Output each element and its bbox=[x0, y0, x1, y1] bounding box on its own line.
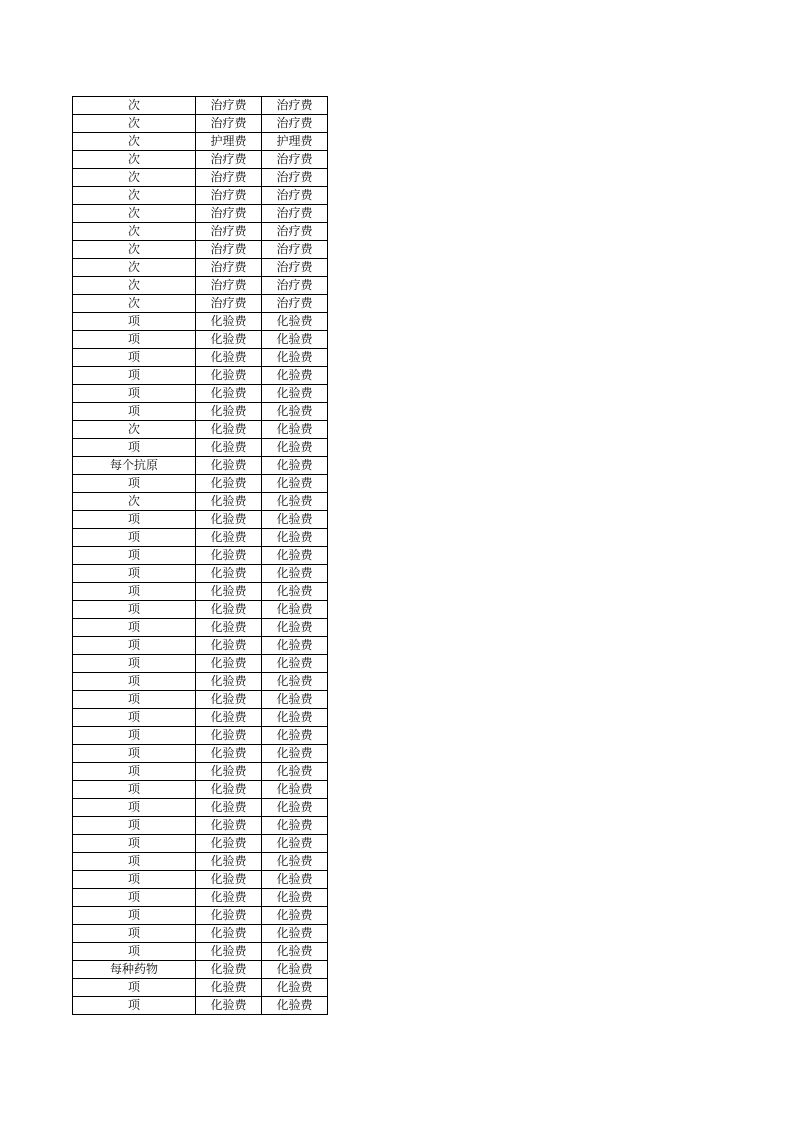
category-cell: 化验费 bbox=[196, 637, 262, 655]
unit-cell: 项 bbox=[73, 619, 196, 637]
fee-type-cell: 治疗费 bbox=[262, 187, 328, 205]
fee-type-cell: 化验费 bbox=[262, 421, 328, 439]
table-row bbox=[73, 529, 328, 547]
category-cell: 化验费 bbox=[196, 493, 262, 511]
fee-type-cell: 治疗费 bbox=[262, 259, 328, 277]
fee-type-cell: 化验费 bbox=[262, 835, 328, 853]
category-cell: 化验费 bbox=[196, 691, 262, 709]
fee-type-cell: 化验费 bbox=[262, 349, 328, 367]
category-cell: 化验费 bbox=[196, 709, 262, 727]
fee-type-cell: 化验费 bbox=[262, 565, 328, 583]
unit-cell: 项 bbox=[73, 781, 196, 799]
category-cell: 治疗费 bbox=[196, 151, 262, 169]
fee-type-cell: 治疗费 bbox=[262, 97, 328, 115]
table-row bbox=[73, 115, 328, 133]
fee-type-cell: 化验费 bbox=[262, 529, 328, 547]
category-cell: 化验费 bbox=[196, 349, 262, 367]
fee-type-cell: 化验费 bbox=[262, 691, 328, 709]
category-cell: 治疗费 bbox=[196, 97, 262, 115]
unit-cell: 项 bbox=[73, 313, 196, 331]
unit-cell: 项 bbox=[73, 763, 196, 781]
unit-cell: 项 bbox=[73, 943, 196, 961]
unit-cell: 项 bbox=[73, 511, 196, 529]
table-row bbox=[73, 799, 328, 817]
table-row bbox=[73, 673, 328, 691]
category-cell: 治疗费 bbox=[196, 241, 262, 259]
table-row bbox=[73, 259, 328, 277]
category-cell: 治疗费 bbox=[196, 295, 262, 313]
fee-type-cell: 化验费 bbox=[262, 655, 328, 673]
table-row bbox=[73, 439, 328, 457]
unit-cell: 项 bbox=[73, 871, 196, 889]
fee-type-cell: 化验费 bbox=[262, 799, 328, 817]
table-row bbox=[73, 817, 328, 835]
fee-type-cell: 化验费 bbox=[262, 673, 328, 691]
unit-cell: 项 bbox=[73, 835, 196, 853]
fee-type-cell: 治疗费 bbox=[262, 169, 328, 187]
category-cell: 化验费 bbox=[196, 313, 262, 331]
unit-cell: 次 bbox=[73, 169, 196, 187]
category-cell: 化验费 bbox=[196, 979, 262, 997]
unit-cell: 项 bbox=[73, 601, 196, 619]
table-row bbox=[73, 601, 328, 619]
category-cell: 化验费 bbox=[196, 331, 262, 349]
fee-type-cell: 化验费 bbox=[262, 313, 328, 331]
unit-cell: 项 bbox=[73, 565, 196, 583]
category-cell: 化验费 bbox=[196, 925, 262, 943]
unit-cell: 项 bbox=[73, 349, 196, 367]
table-row bbox=[73, 781, 328, 799]
fee-type-cell: 治疗费 bbox=[262, 205, 328, 223]
unit-cell: 次 bbox=[73, 97, 196, 115]
category-cell: 化验费 bbox=[196, 853, 262, 871]
fee-table bbox=[72, 96, 328, 1015]
fee-type-cell: 治疗费 bbox=[262, 115, 328, 133]
category-cell: 化验费 bbox=[196, 601, 262, 619]
unit-cell: 次 bbox=[73, 187, 196, 205]
table-row bbox=[73, 889, 328, 907]
fee-type-cell: 治疗费 bbox=[262, 277, 328, 295]
fee-type-cell: 化验费 bbox=[262, 727, 328, 745]
unit-cell: 项 bbox=[73, 673, 196, 691]
fee-type-cell: 护理费 bbox=[262, 133, 328, 151]
unit-cell: 次 bbox=[73, 223, 196, 241]
unit-cell: 项 bbox=[73, 907, 196, 925]
fee-type-cell: 化验费 bbox=[262, 331, 328, 349]
fee-type-cell: 化验费 bbox=[262, 907, 328, 925]
table-row bbox=[73, 169, 328, 187]
fee-type-cell: 化验费 bbox=[262, 619, 328, 637]
table-row bbox=[73, 187, 328, 205]
fee-type-cell: 治疗费 bbox=[262, 223, 328, 241]
unit-cell: 次 bbox=[73, 493, 196, 511]
category-cell: 化验费 bbox=[196, 655, 262, 673]
category-cell: 化验费 bbox=[196, 763, 262, 781]
unit-cell: 项 bbox=[73, 583, 196, 601]
unit-cell: 每个抗原 bbox=[73, 457, 196, 475]
table-row bbox=[73, 907, 328, 925]
table-row bbox=[73, 205, 328, 223]
fee-type-cell: 化验费 bbox=[262, 547, 328, 565]
table-row bbox=[73, 835, 328, 853]
unit-cell: 项 bbox=[73, 529, 196, 547]
category-cell: 化验费 bbox=[196, 781, 262, 799]
fee-type-cell: 化验费 bbox=[262, 745, 328, 763]
table-row bbox=[73, 979, 328, 997]
unit-cell: 项 bbox=[73, 655, 196, 673]
table-row bbox=[73, 943, 328, 961]
category-cell: 化验费 bbox=[196, 403, 262, 421]
unit-cell: 项 bbox=[73, 889, 196, 907]
table-row bbox=[73, 457, 328, 475]
category-cell: 化验费 bbox=[196, 835, 262, 853]
table-row bbox=[73, 691, 328, 709]
table-row bbox=[73, 997, 328, 1015]
unit-cell: 次 bbox=[73, 115, 196, 133]
table-row bbox=[73, 151, 328, 169]
table-row bbox=[73, 565, 328, 583]
category-cell: 治疗费 bbox=[196, 223, 262, 241]
table-row bbox=[73, 277, 328, 295]
table-row bbox=[73, 313, 328, 331]
category-cell: 化验费 bbox=[196, 817, 262, 835]
table-row bbox=[73, 511, 328, 529]
table-row bbox=[73, 223, 328, 241]
category-cell: 化验费 bbox=[196, 889, 262, 907]
unit-cell: 项 bbox=[73, 727, 196, 745]
unit-cell: 次 bbox=[73, 133, 196, 151]
table-row bbox=[73, 763, 328, 781]
fee-table-body bbox=[73, 97, 328, 1015]
unit-cell: 次 bbox=[73, 151, 196, 169]
unit-cell: 项 bbox=[73, 853, 196, 871]
category-cell: 化验费 bbox=[196, 385, 262, 403]
table-row bbox=[73, 475, 328, 493]
table-row bbox=[73, 493, 328, 511]
fee-type-cell: 化验费 bbox=[262, 403, 328, 421]
table-row bbox=[73, 241, 328, 259]
unit-cell: 项 bbox=[73, 799, 196, 817]
table-row bbox=[73, 709, 328, 727]
table-row bbox=[73, 619, 328, 637]
category-cell: 化验费 bbox=[196, 799, 262, 817]
category-cell: 化验费 bbox=[196, 421, 262, 439]
fee-type-cell: 化验费 bbox=[262, 493, 328, 511]
unit-cell: 项 bbox=[73, 367, 196, 385]
unit-cell: 项 bbox=[73, 439, 196, 457]
category-cell: 化验费 bbox=[196, 439, 262, 457]
category-cell: 化验费 bbox=[196, 547, 262, 565]
category-cell: 化验费 bbox=[196, 673, 262, 691]
category-cell: 化验费 bbox=[196, 907, 262, 925]
table-row bbox=[73, 547, 328, 565]
category-cell: 治疗费 bbox=[196, 115, 262, 133]
fee-type-cell: 化验费 bbox=[262, 871, 328, 889]
table-row bbox=[73, 583, 328, 601]
table-row bbox=[73, 349, 328, 367]
fee-type-cell: 化验费 bbox=[262, 817, 328, 835]
unit-cell: 次 bbox=[73, 259, 196, 277]
table-row bbox=[73, 727, 328, 745]
unit-cell: 项 bbox=[73, 637, 196, 655]
table-row bbox=[73, 637, 328, 655]
fee-type-cell: 化验费 bbox=[262, 889, 328, 907]
table-row bbox=[73, 367, 328, 385]
category-cell: 化验费 bbox=[196, 871, 262, 889]
table-row bbox=[73, 853, 328, 871]
fee-type-cell: 化验费 bbox=[262, 457, 328, 475]
table-row bbox=[73, 331, 328, 349]
fee-type-cell: 化验费 bbox=[262, 583, 328, 601]
unit-cell: 次 bbox=[73, 241, 196, 259]
unit-cell: 项 bbox=[73, 925, 196, 943]
category-cell: 化验费 bbox=[196, 619, 262, 637]
unit-cell: 项 bbox=[73, 475, 196, 493]
fee-type-cell: 化验费 bbox=[262, 439, 328, 457]
unit-cell: 项 bbox=[73, 817, 196, 835]
fee-type-cell: 化验费 bbox=[262, 637, 328, 655]
table-row bbox=[73, 745, 328, 763]
fee-type-cell: 化验费 bbox=[262, 997, 328, 1015]
fee-type-cell: 治疗费 bbox=[262, 241, 328, 259]
unit-cell: 项 bbox=[73, 997, 196, 1015]
category-cell: 化验费 bbox=[196, 943, 262, 961]
category-cell: 化验费 bbox=[196, 511, 262, 529]
category-cell: 护理费 bbox=[196, 133, 262, 151]
unit-cell: 项 bbox=[73, 331, 196, 349]
fee-type-cell: 化验费 bbox=[262, 853, 328, 871]
unit-cell: 项 bbox=[73, 403, 196, 421]
fee-type-cell: 化验费 bbox=[262, 781, 328, 799]
unit-cell: 项 bbox=[73, 385, 196, 403]
category-cell: 化验费 bbox=[196, 457, 262, 475]
fee-type-cell: 化验费 bbox=[262, 943, 328, 961]
unit-cell: 次 bbox=[73, 421, 196, 439]
fee-type-cell: 化验费 bbox=[262, 367, 328, 385]
fee-type-cell: 化验费 bbox=[262, 475, 328, 493]
fee-type-cell: 化验费 bbox=[262, 511, 328, 529]
unit-cell: 项 bbox=[73, 691, 196, 709]
table-row bbox=[73, 133, 328, 151]
category-cell: 治疗费 bbox=[196, 259, 262, 277]
fee-type-cell: 化验费 bbox=[262, 385, 328, 403]
category-cell: 治疗费 bbox=[196, 277, 262, 295]
fee-type-cell: 治疗费 bbox=[262, 295, 328, 313]
table-row bbox=[73, 97, 328, 115]
fee-type-cell: 化验费 bbox=[262, 979, 328, 997]
category-cell: 化验费 bbox=[196, 529, 262, 547]
category-cell: 化验费 bbox=[196, 583, 262, 601]
unit-cell: 项 bbox=[73, 547, 196, 565]
fee-type-cell: 化验费 bbox=[262, 763, 328, 781]
category-cell: 化验费 bbox=[196, 997, 262, 1015]
unit-cell: 次 bbox=[73, 295, 196, 313]
category-cell: 化验费 bbox=[196, 367, 262, 385]
table-row bbox=[73, 925, 328, 943]
unit-cell: 项 bbox=[73, 979, 196, 997]
table-row bbox=[73, 421, 328, 439]
unit-cell: 项 bbox=[73, 709, 196, 727]
unit-cell: 次 bbox=[73, 277, 196, 295]
fee-type-cell: 化验费 bbox=[262, 709, 328, 727]
category-cell: 化验费 bbox=[196, 961, 262, 979]
fee-type-cell: 化验费 bbox=[262, 925, 328, 943]
fee-type-cell: 化验费 bbox=[262, 961, 328, 979]
table-row bbox=[73, 385, 328, 403]
table-row bbox=[73, 871, 328, 889]
unit-cell: 项 bbox=[73, 745, 196, 763]
category-cell: 治疗费 bbox=[196, 205, 262, 223]
table-row bbox=[73, 655, 328, 673]
unit-cell: 次 bbox=[73, 205, 196, 223]
category-cell: 化验费 bbox=[196, 565, 262, 583]
fee-type-cell: 化验费 bbox=[262, 601, 328, 619]
table-row bbox=[73, 961, 328, 979]
table-row bbox=[73, 403, 328, 421]
category-cell: 化验费 bbox=[196, 727, 262, 745]
fee-type-cell: 治疗费 bbox=[262, 151, 328, 169]
table-row bbox=[73, 295, 328, 313]
category-cell: 治疗费 bbox=[196, 169, 262, 187]
category-cell: 治疗费 bbox=[196, 187, 262, 205]
category-cell: 化验费 bbox=[196, 745, 262, 763]
unit-cell: 每种药物 bbox=[73, 961, 196, 979]
category-cell: 化验费 bbox=[196, 475, 262, 493]
